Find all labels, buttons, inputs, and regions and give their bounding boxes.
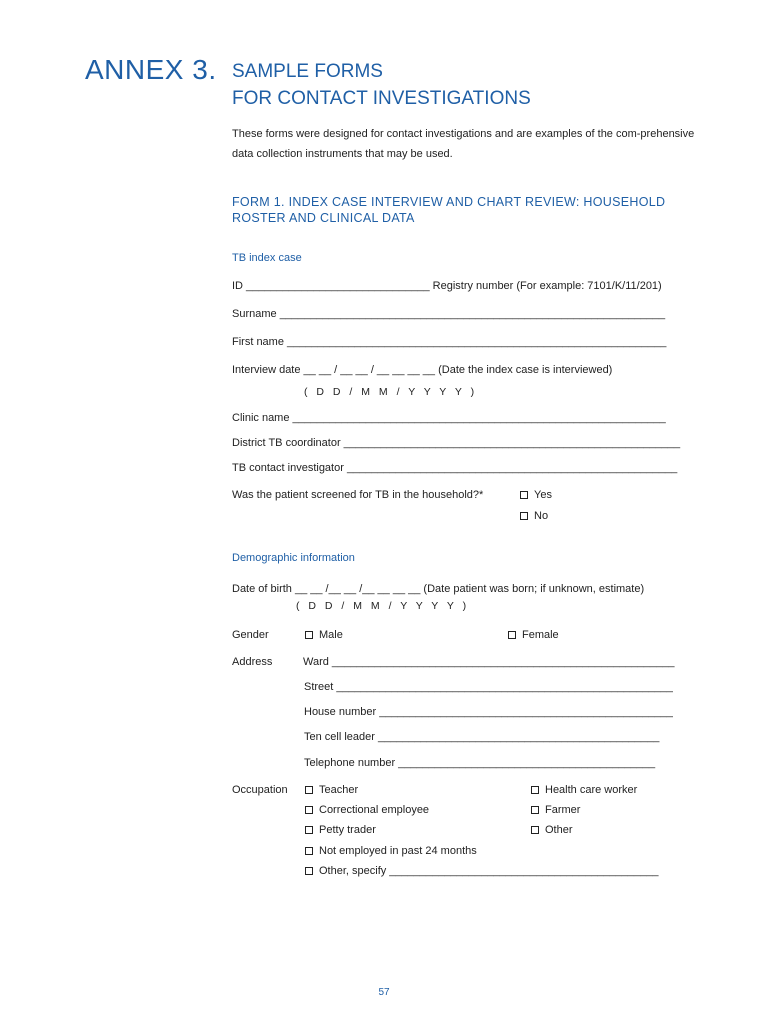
not-employed-label: Not employed in past 24 months: [319, 845, 477, 857]
section-title-demographics: Demographic information: [232, 552, 355, 564]
occupation-other-specify[interactable]: [305, 865, 659, 877]
checkbox-icon[interactable]: [531, 826, 539, 834]
interview-date-field[interactable]: Interview date __ __ / __ __ / __ __ __ __ (Date the index case is interviewed): [232, 364, 613, 376]
occupation-label: Occupation: [232, 784, 288, 796]
ten-cell-leader-field[interactable]: Ten cell leader ______________________________________________: [304, 731, 660, 743]
occupation-farmer[interactable]: [531, 804, 580, 816]
occupation-petty-trader[interactable]: [305, 824, 376, 836]
id-registry-field[interactable]: ID ______________________________ Registry number (For example: 7101/K/11/201): [232, 280, 662, 292]
checkbox-icon[interactable]: [531, 786, 539, 794]
checkbox-icon[interactable]: [520, 512, 528, 520]
occupation-other[interactable]: [531, 824, 573, 836]
screened-yes-option[interactable]: [520, 489, 552, 501]
annex-label: ANNEX 3.: [85, 54, 217, 85]
checkbox-icon[interactable]: [305, 786, 313, 794]
female-label: Female: [522, 629, 559, 641]
intro-paragraph: These forms were designed for contact investigations and are examples of the com-prehensive data collection instruments that may be used.: [232, 128, 695, 160]
petty-trader-label: Petty trader: [319, 824, 376, 836]
house-number-field[interactable]: House number ________________________________________________: [304, 706, 673, 718]
checkbox-icon[interactable]: [305, 847, 313, 855]
other-label: Other: [545, 824, 573, 836]
form-heading: FORM 1. INDEX CASE INTERVIEW AND CHART REVIEW: HOUSEHOLD ROSTER AND CLINICAL DATA: [232, 195, 666, 225]
health-care-worker-label: Health care worker: [545, 784, 638, 796]
street-field[interactable]: Street _______________________________________________________: [304, 681, 673, 693]
checkbox-icon[interactable]: [520, 491, 528, 499]
occupation-health-care-worker[interactable]: [531, 784, 637, 796]
contact-investigator-field[interactable]: TB contact investigator ______________________________________________________: [232, 462, 678, 474]
telephone-field[interactable]: Telephone number __________________________________________: [304, 757, 656, 769]
occupation-teacher[interactable]: [305, 784, 358, 796]
dob-format: ( D D / M M / Y Y Y Y ): [296, 600, 470, 612]
screened-question: Was the patient screened for TB in the household?*: [232, 489, 484, 501]
farmer-label: Farmer: [545, 804, 581, 816]
clinic-name-field[interactable]: Clinic name _____________________________________________________________: [232, 412, 666, 424]
district-coordinator-field[interactable]: District TB coordinator _______________________________________________________: [232, 437, 681, 449]
checkbox-icon[interactable]: [305, 826, 313, 834]
male-label: Male: [319, 629, 343, 641]
interview-date-format: ( D D / M M / Y Y Y Y ): [304, 386, 478, 398]
gender-male-option[interactable]: [305, 629, 343, 641]
correctional-employee-label: Correctional employee: [319, 804, 430, 816]
no-label: No: [534, 510, 549, 522]
checkbox-icon[interactable]: [305, 867, 313, 875]
yes-label: Yes: [534, 489, 552, 501]
screened-no-option[interactable]: [520, 510, 548, 522]
other-specify-label: Other, specify ____________________________________________: [319, 865, 659, 877]
checkbox-icon[interactable]: [305, 631, 313, 639]
occupation-correctional-employee[interactable]: [305, 804, 429, 816]
gender-female-option[interactable]: [508, 629, 559, 641]
section-title-index-case: TB index case: [232, 252, 302, 264]
checkbox-icon[interactable]: [531, 806, 539, 814]
page-title-line2: FOR CONTACT INVESTIGATIONS: [232, 88, 531, 109]
surname-field[interactable]: Surname _______________________________________________________________: [232, 308, 666, 320]
checkbox-icon[interactable]: [305, 806, 313, 814]
page-title-line1: SAMPLE FORMS: [232, 61, 383, 82]
teacher-label: Teacher: [319, 784, 359, 796]
page-number: 57: [378, 987, 390, 998]
address-label: Address: [232, 656, 273, 668]
gender-label: Gender: [232, 629, 269, 641]
first-name-field[interactable]: First name ______________________________________________________________: [232, 336, 667, 348]
occupation-not-employed[interactable]: [305, 845, 477, 857]
ward-field[interactable]: Ward ________________________________________________________: [303, 656, 675, 668]
checkbox-icon[interactable]: [508, 631, 516, 639]
date-of-birth-field[interactable]: Date of birth __ __ /__ __ /__ __ __ __ (Date patient was born; if unknown, estimate): [232, 583, 645, 595]
